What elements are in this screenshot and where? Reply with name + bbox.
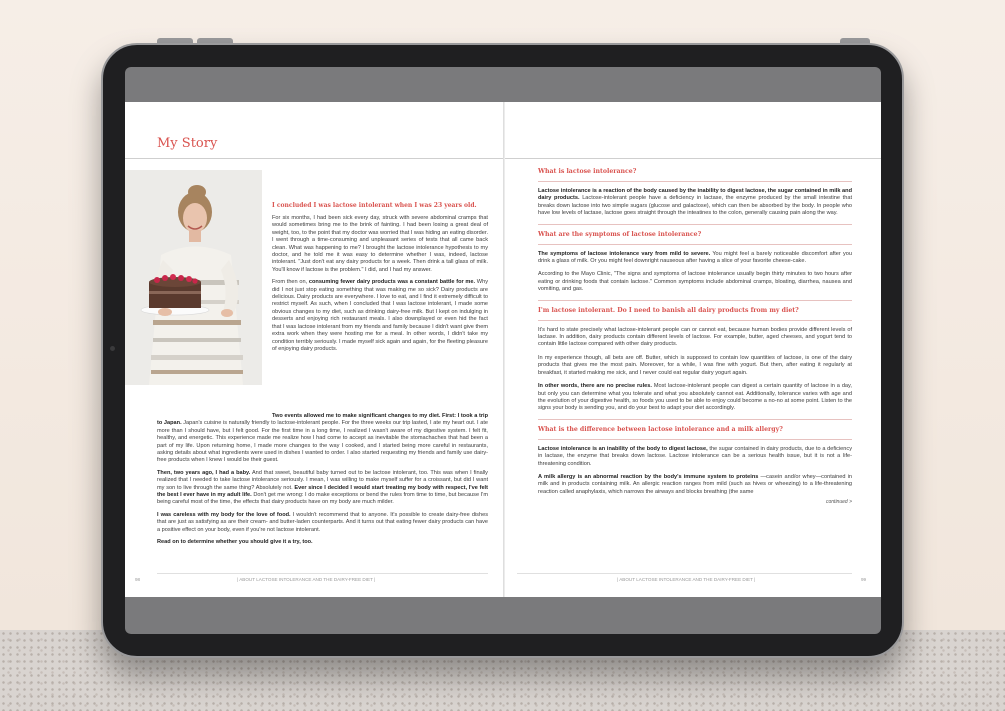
- faq-answer: Lactose intolerance is an inability of the body to digest lactose, the sugar contained in dairy products, due to a deficiency in lactase, the enzyme that breaks down lactose. Lactose intolerance can be a serious health issue, but it is not a life-threatening condition.: [538, 445, 852, 467]
- section-divider: [538, 181, 852, 182]
- faq-answer: In my experience though, all bets are off. Butter, which is supposed to contain low quantities of lactose, is one of the dairy products that gives me the most pain. Moreover, for a while, I was fine with yogurt. But then, after eating it regularly at breakfast, it started making me sick, and I never could eat regular dairy yogurt again.: [538, 354, 852, 376]
- section-divider: [538, 300, 852, 301]
- faq-section: [538, 168, 852, 505]
- story-paragraph: For six months, I had been sick every day, struck with severe abdominal cramps that would sometimes bring me to the brink of fainting. I had been losing a great deal of weight, too, to the point that my doctor was worried that I was hiding an eating disorder. I went through a time-consuming and unpleasant series of tests that all came back clean. What was happening to me? I brought the lactose intolerance hypothesis to my doctor, and he told me it was easy to determine whether I was, indeed, lactose intolerant. "Just don't eat any dairy products for a week. Then drink a tall glass of milk. You'll know if lactose is the problem." I did, and I had my answer.: [272, 215, 488, 273]
- story-subtitle: I concluded I was lactose intolerant when I was 23 years old.: [272, 202, 477, 209]
- section-divider: [538, 224, 852, 225]
- story-intro: [272, 202, 488, 353]
- continued-link[interactable]: continued >: [826, 499, 852, 506]
- tablet-screen: [125, 67, 881, 634]
- faq-question: What is lactose intolerance?: [538, 168, 637, 175]
- ebook-spread[interactable]: [125, 102, 881, 597]
- story-paragraph: Two events allowed me to make significant changes to my diet. First: I took a trip to Japan. Japan's cuisine is naturally friendly to lactose-intolerant people. For the three weeks our trip lasted, I ate my heart out. I ate more than I should have, but I felt good. For the first time in a long time, I realized I wasn't aware of my digestive system. I felt fit, healthy, and energetic. This experience made me realize how I had come to accept as inevitable the stomachaches that had been a part of my life. Upon returning home, I made more changes to the way I cooked, and I started being more careful in restaurants, asking details about what ingredients were used in dishes I wanted to order. I also started requesting my friends and family use dairy-free products when I knew I would be their guest.: [157, 413, 488, 464]
- story-paragraph: From then on, consuming fewer dairy products was a constant battle for me. Why did I not just stop eating something that was making me so sick? Dairy products are delicious. Dairy products are everywhere. I love to eat, and I find it extremely difficult to restrict myself. As such, when I concluded that I was lactose intolerant, I made some obvious changes to my diet, such as drinking dairy-free milk. But I kept on indulging in desserts and enjoying rich restaurant meals. I also downplayed or even hid the fact that I was lactose intolerant from my friends and family because I didn't want give them extra work when they were hosting me for a meal. In other words, I didn't take my condition terribly seriously. I made myself sick again and again, for the fleeting pleasure of enjoying dairy products.: [272, 279, 488, 352]
- faq-question: I'm lactose intolerant. Do I need to banish all dairy products from my diet?: [538, 306, 799, 314]
- section-divider: [538, 244, 852, 245]
- section-divider: [538, 439, 852, 440]
- page-number: 98: [135, 577, 141, 582]
- faq-answer: A milk allergy is an abnormal reaction by the body's immune system to proteins —casein and/or whey—contained in milk and in products containing milk. An allergic reaction ranges from mild (such as hives or wheezing) to a life-threatening reaction called anaphylaxis, which narrows the airways and blocks breathing (the same: [538, 473, 852, 495]
- left-page: [125, 102, 503, 597]
- woman-with-cake-image: [125, 170, 262, 385]
- footer-rule: [517, 573, 852, 574]
- faq-answer: Lactose intolerance is a reaction of the body caused by the inability to digest lactose, the sugar contained in milk and dairy products. Lactose-intolerant people have a deficiency in lactase, the enzyme produced by the small intestine that breaks down lactose into two simple sugars (glucose and galactose), which can then be absorbed by the body. In people who have low levels of lactase, lactose goes straight through the inteatines to the colon, generally causing pain along the way.: [538, 188, 852, 217]
- story-paragraph: Then, two years ago, I had a baby. And that sweet, beautiful baby turned out to be lactose intolerant, too. This was when I finally realized that I needed to take lactose intolerance seriously. I mean, I was willing to make myself suffer for a croissant, but did I want my son to live through the same thing? Absolutely not. Ever since I decided I would start treating my body with respect, I've felt the best I ever have in my adult life. Don't get me wrong: I do make exceptions or bend the rules from time to time, but because I'm being careful most of the time, the effects that dairy products have on my body are much milder.: [157, 469, 488, 506]
- section-divider: [538, 320, 852, 321]
- story-body: [157, 413, 488, 547]
- faq-question: What are the symptoms of lactose intolerance?: [538, 230, 702, 238]
- story-paragraph: Read on to determine whether you should give it a try, too.: [157, 539, 313, 546]
- faq-answer: It's hard to state precisely what lactose-intolerant people can or cannot eat, because human bodies provide different levels of lactase. In addition, dairy products contain different levels of lactose. For example, butter, aged cheeses, and yogurt tend to contain little lactose compared with other dairy products.: [538, 326, 852, 348]
- story-paragraph: I was careless with my body for the love of food. I wouldn't recommend that to anyone. It's possible to create dairy-free dishes that are just as satisfying as are their cream- and butter-laden counterparts. And it turns out that eating fewer dairy products can have a positive effect on your body, even if you're not lactose intolerant.: [157, 511, 488, 533]
- page-title: My Story: [157, 136, 218, 151]
- faq-question: What is the difference between lactose intolerance and a milk allergy?: [538, 425, 783, 433]
- page-number: 99: [861, 577, 867, 582]
- section-divider: [538, 419, 852, 420]
- faq-answer: In other words, there are no precise rules. Most lactose-intolerant people can digest a certain quantity of lactose in a day, but only you can determine what you tolerate and what you absolutely cannot eat. Additionally, tolerance varies with age and the evolution of your digestive health, so foods you used to be able to enjoy could become a no-no at some point. Listen to the signs your body is sending you, and do your best to adapt your diet accordingly.: [538, 383, 852, 412]
- camera-icon: [110, 346, 115, 351]
- author-photo: [125, 170, 262, 385]
- footer-rule: [157, 573, 488, 574]
- faq-answer: The symptoms of lactose intolerance vary from mild to severe. You might feel a barely noticeable discomfort after you drink a glass of milk. Or you might feel downright nauseous after having a slice of your favorite cheese-cake.: [538, 250, 852, 265]
- faq-answer: According to the Mayo Clinic, "The signs and symptoms of lactose intolerance usually begin thirty minutes to two hours after eating or drinking foods that contain lactose." Common symptoms include abdominal cramps, bloating, diarrhea, nausea and vomiting, and gas.: [538, 271, 852, 293]
- running-footer: | ABOUT LACTOSE INTOLERANCE AND THE DAIRY-FREE DIET |: [617, 577, 756, 582]
- right-page: [505, 102, 881, 597]
- running-footer: | ABOUT LACTOSE INTOLERANCE AND THE DAIRY-FREE DIET |: [237, 577, 376, 582]
